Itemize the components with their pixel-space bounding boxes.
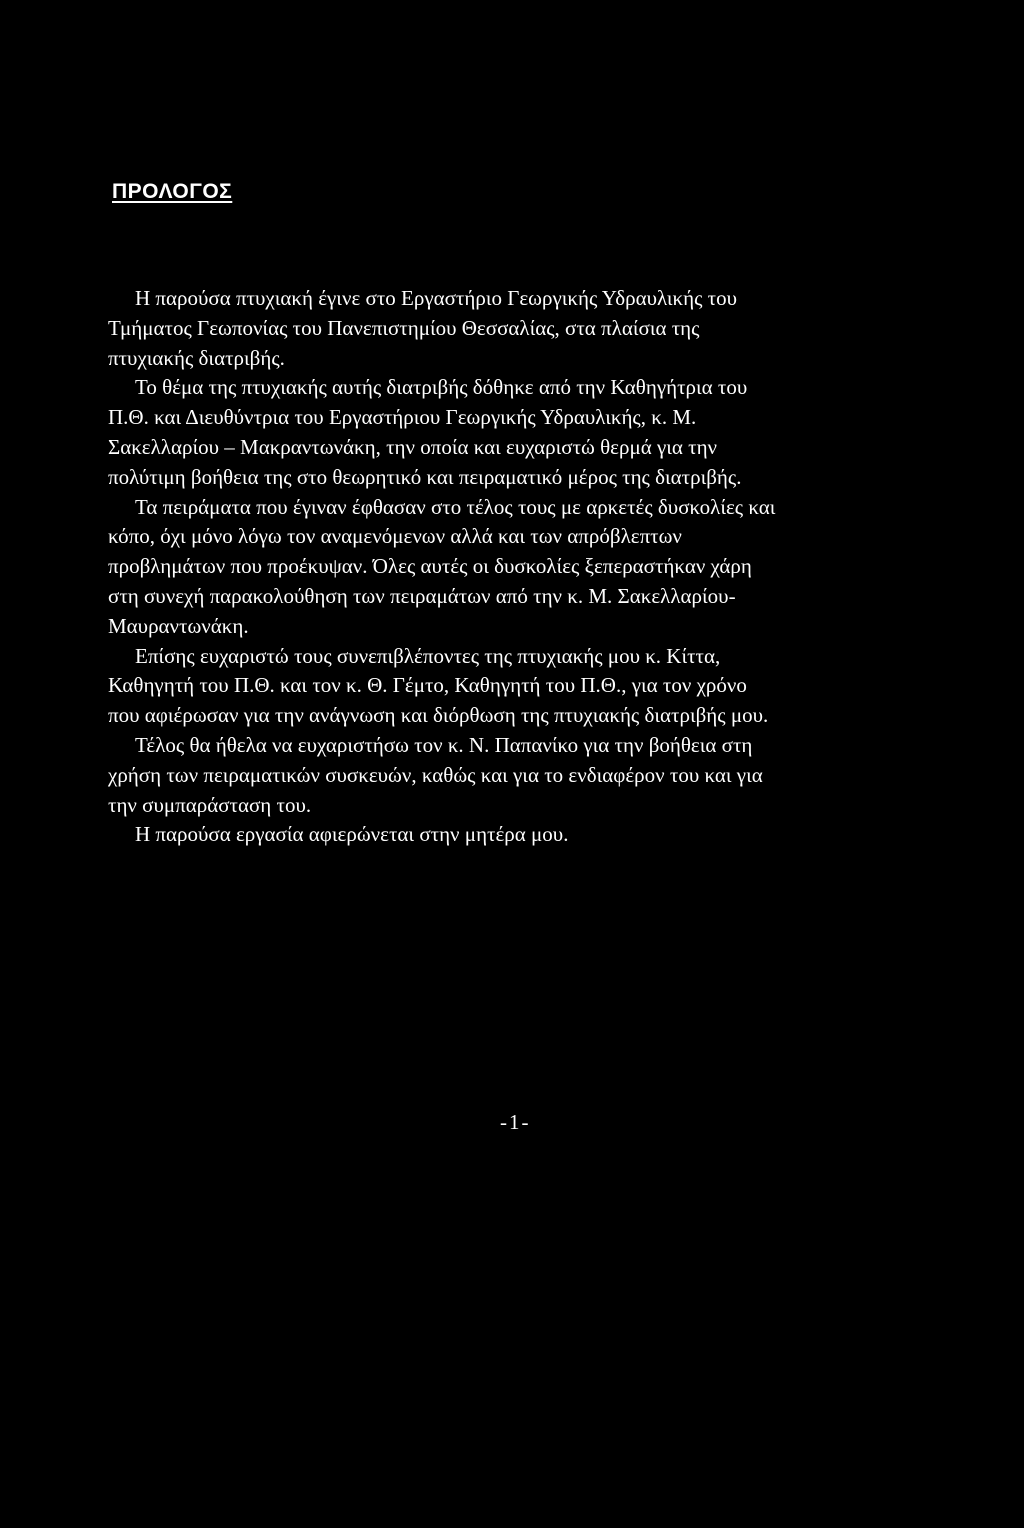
text-line: Π.Θ. και Διευθύντρια του Εργαστήριου Γεωργικής Υδραυλικής, κ. Μ.: [108, 405, 697, 430]
text-line: κόπο, όχι μόνο λόγω τον αναμενόμενων αλλά και των απρόβλεπτων: [108, 524, 682, 549]
text-line: Η παρούσα εργασία αφιερώνεται στην μητέρα μου.: [135, 822, 569, 847]
text-line: Η παρούσα πτυχιακή έγινε στο Εργαστήριο Γεωργικής Υδραυλικής του: [135, 286, 738, 310]
text-line: Τέλος θα ήθελα να ευχαριστήσω τον κ. Ν. Παπανίκο για την βοήθεια στη: [135, 732, 753, 757]
text-line: Επίσης ευχαριστώ τους συνεπιβλέποντες της πτυχιακής μου κ. Κίττα,: [135, 643, 721, 668]
text-line: Το θέμα της πτυχιακής αυτής διατριβής δόθηκε από την Καθηγήτρια του: [135, 375, 748, 400]
text-line: πολύτιμη βοήθεια της στο θεωρητικό και πειραματικό μέρος της διατριβής.: [108, 464, 742, 489]
text-line: χρήση των πειραματικών συσκευών, καθώς και για το ενδιαφέρον του και για: [108, 762, 763, 787]
preface-body: [108, 284, 928, 850]
text-line: που αφιέρωσαν για την ανάγνωση και διόρθωση της πτυχιακής διατριβής μου.: [108, 703, 769, 728]
text-line: Μαυραντωνάκη.: [108, 613, 249, 638]
text-line: Τα πειράματα που έγιναν έφθασαν στο τέλος τους με αρκετές δυσκολίες και: [135, 494, 776, 519]
text-line: στη συνεχή παρακολούθηση των πειραμάτων από την κ. Μ. Σακελλαρίου-: [108, 583, 736, 608]
text-line: προβλημάτων που προέκυψαν. Όλες αυτές οι δυσκολίες ξεπεραστήκαν χάρη: [108, 554, 752, 579]
text-line: Τμήματος Γεωπονίας του Πανεπιστημίου Θεσσαλίας, στα πλαίσια της: [108, 315, 700, 340]
text-line: πτυχιακής διατριβής.: [108, 345, 285, 370]
text-line: Σακελλαρίου – Μακραντωνάκη, την οποία και ευχαριστώ θερμά για την: [108, 434, 718, 459]
text-line: Καθηγητή του Π.Θ. και τον κ. Θ. Γέμτο, Καθηγητή του Π.Θ., για τον χρόνο: [108, 673, 747, 698]
page-title: ΠΡΟΛΟΓΟΣ: [112, 180, 233, 203]
page-number: -1-: [500, 1110, 531, 1134]
text-line: την συμπαράσταση του.: [108, 792, 312, 817]
